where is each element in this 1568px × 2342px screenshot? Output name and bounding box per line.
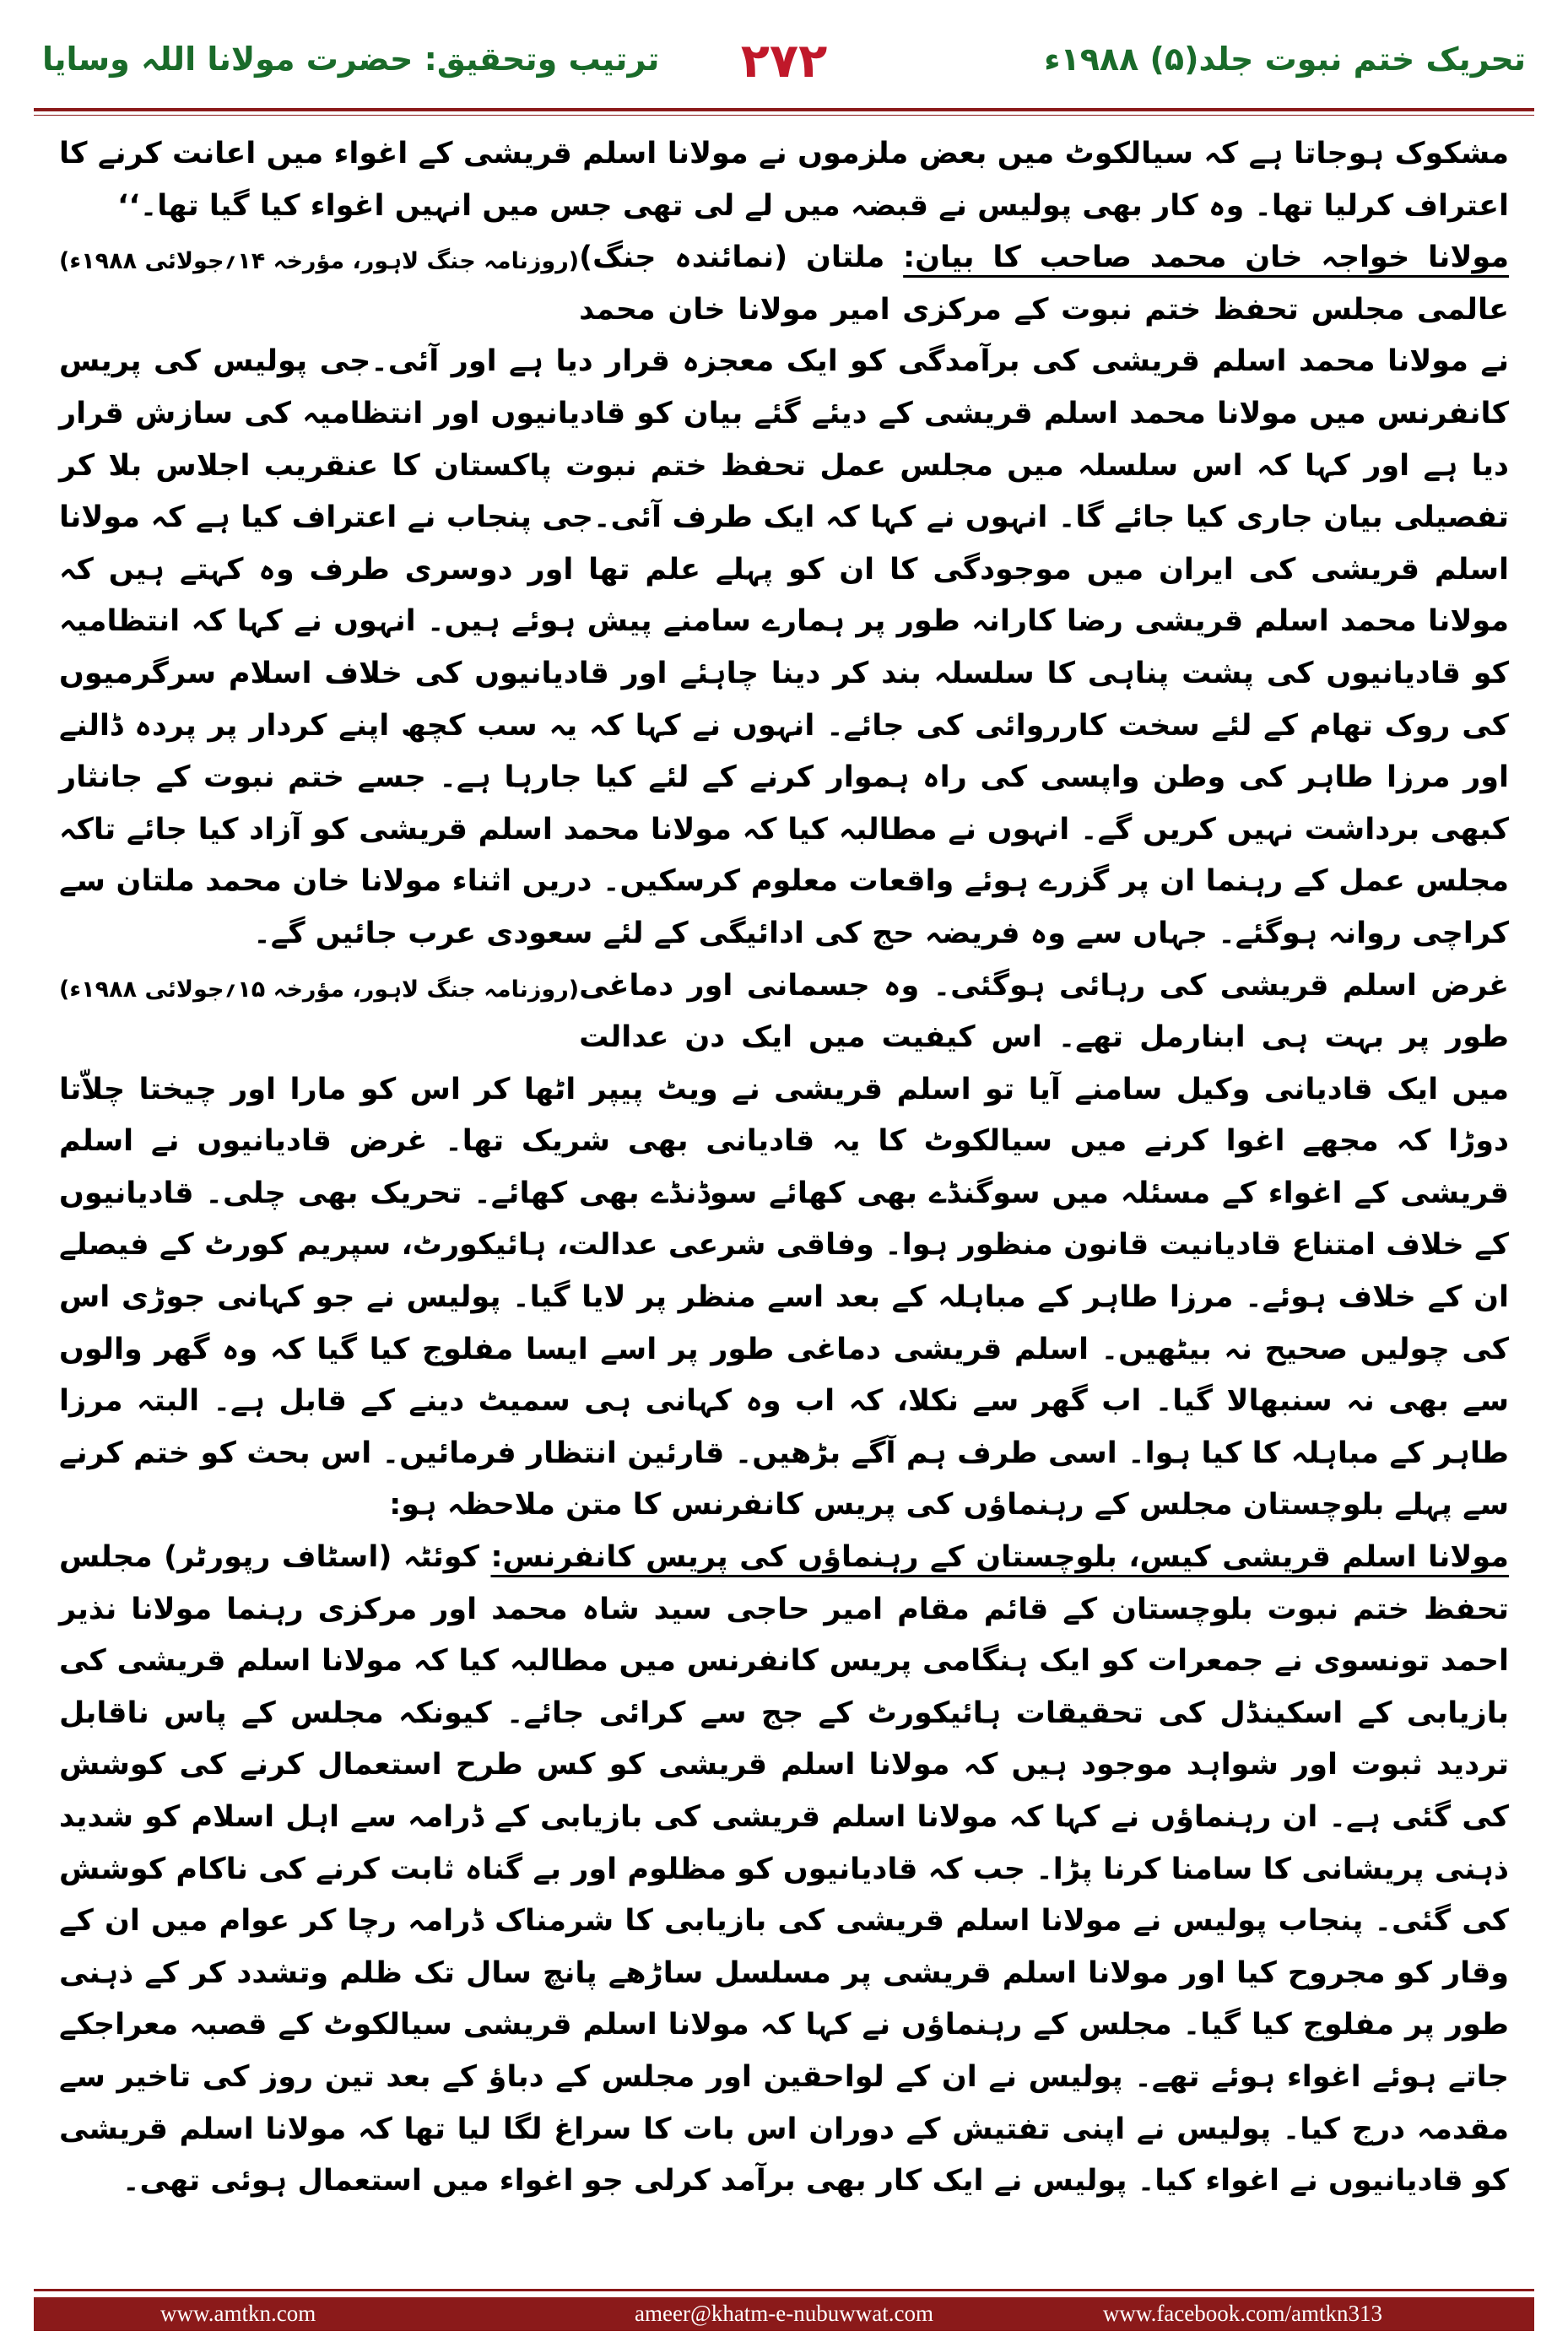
header-divider-thin bbox=[34, 115, 1534, 116]
paragraph-2-reference: (روزنامہ جنگ لاہور، مؤرخہ ۱۵؍جولائی ۱۹۸۸ء) bbox=[59, 976, 580, 1003]
page-number: ۲۷۲ bbox=[740, 34, 828, 89]
paragraph-4 bbox=[59, 1532, 1509, 2208]
book-title: تحریک ختم نبوت جلد(۵) ۱۹۸۸ء bbox=[1044, 41, 1526, 78]
paragraph-2-text: ملتان (نمائندہ جنگ) عالمی مجلس تحفظ ختم نبوت کے مرکزی امیر مولانا خان محمد نے مولانا محمد اسلم قریشی کی برآمدگی کو ایک معجزہ قرار دیا ہے اور آئی۔جی پولیس کی پریس کانفرنس میں مولانا محمد اسلم قریشی کے دیئے گئے بیان کو قادیانیوں اور انتظامیہ کی سازش قرار دیا ہے اور کہا کہ اس سلسلہ میں مجلس عمل تحفظ ختم نبوت پاکستان کا عنقریب اجلاس بلا کر تفصیلی بیان جاری کیا جائے گا۔ انہوں نے کہا کہ ایک طرف آئی۔جی پنجاب نے اعتراف کیا ہے کہ مولانا اسلم قریشی کی ایران میں موجودگی کا ان کو پہلے علم تھا اور دوسری طرف وہ کہتے ہیں کہ مولانا محمد اسلم قریشی رضا کارانہ طور پر ہمارے سامنے پیش ہوئے ہیں۔ انہوں نے کہا کہ انتظامیہ کو قادیانیوں کی پشت پناہی کا سلسلہ بند کر دینا چاہئے اور قادیانیوں کی خلاف اسلام سرگرمیوں کی روک تھام کے لئے سخت کارروائی کی جائے۔ انہوں نے کہا کہ یہ سب کچھ اپنے کردار پر پردہ ڈالنے اور مرزا طاہر کی وطن واپسی کی راہ ہموار کرنے کے لئے کیا جارہا ہے۔ جسے ختم نبوت کے جانثار کبھی برداشت نہیں کریں گے۔ انہوں نے مطالبہ کیا کہ مولانا محمد اسلم قریشی کو آزاد کیا جائے تاکہ مجلس عمل کے رہنما ان پر گزرے ہوئے واقعات معلوم کرسکیں۔ دریں اثناء مولانا خان محمد ملتان سے کراچی روانہ ہوگئے۔ جہاں سے وہ فریضہ حج کی ادائیگی کے لئے سعودی عرب جائیں گے۔ bbox=[59, 241, 1510, 950]
paragraph-1-reference: (روزنامہ جنگ لاہور، مؤرخہ ۱۴؍جولائی ۱۹۸۸ء) bbox=[59, 248, 580, 275]
facebook-link[interactable]: www.facebook.com/amtkn313 bbox=[1102, 2301, 1382, 2326]
paragraph-2-heading: مولانا خواجہ خان محمد صاحب کا بیان: bbox=[903, 241, 1510, 275]
website-link[interactable]: www.amtkn.com bbox=[160, 2301, 316, 2326]
page-footer bbox=[34, 2297, 1534, 2331]
paragraph-4-text: کوئٹہ (اسٹاف رپورٹر) مجلس تحفظ ختم نبوت بلوچستان کے قائم مقام امیر حاجی سید شاہ محمد اور مرکزی رہنما مولانا نذیر احمد تونسوی نے جمعرات کو ایک ہنگامی پریس کانفرنس میں مطالبہ کیا کہ مولانا اسلم قریشی کی بازیابی کے اسکینڈل کی تحقیقات ہائیکورٹ کے جج سے کرائی جائے۔ کیونکہ مجلس کے پاس ناقابل تردید ثبوت اور شواہد موجود ہیں کہ مولانا اسلم قریشی کو کس طرح استعمال کرنے کی کوشش کی گئی ہے۔ ان رہنماؤں نے کہا کہ مولانا اسلم قریشی کی بازیابی کے ڈرامہ سے اہل اسلام کو شدید ذہنی پریشانی کا سامنا کرنا پڑا۔ جب کہ قادیانیوں کو مظلوم اور بے گناہ ثابت کرنے کی ناکام کوشش کی گئی۔ پنجاب پولیس نے مولانا اسلم قریشی کی بازیابی کا شرمناک ڈرامہ رچا کر عوام میں ان کے وقار کو مجروح کیا اور مولانا اسلم قریشی پر مسلسل ساڑھے پانچ سال تک ظلم وتشدد کر کے ذہنی طور پر مفلوج کیا گیا۔ مجلس کے رہنماؤں نے کہا کہ مولانا اسلم قریشی سیالکوٹ کے قصبہ معراجکے جاتے ہوئے اغواء ہوئے تھے۔ پولیس نے ان کے لواحقین اور مجلس کے دباؤ کے بعد تین روز کی تاخیر سے مقدمہ درج کیا۔ پولیس نے اپنی تفتیش کے دوران اس بات کا سراغ لگا لیا تھا کہ مولانا اسلم قریشی کو قادیانیوں نے اغواء کیا۔ پولیس نے ایک کار بھی برآمد کرلی جو اغواء میں استعمال ہوئی تھی۔ bbox=[59, 1540, 1509, 2199]
paragraph-1-text: مشکوک ہوجاتا ہے کہ سیالکوٹ میں بعض ملزموں نے مولانا اسلم قریشی کے اغواء میں اعانت کرنے کا اعتراف کرلیا تھا۔ وہ کار بھی پولیس نے قبضہ میں لے لی تھی جس میں انہیں اغواء کیا گیا تھا۔‘‘ bbox=[59, 137, 1509, 223]
email-link[interactable]: ameer@khatm-e-nubuwwat.com bbox=[635, 2301, 933, 2326]
paragraph-2 bbox=[59, 232, 1510, 1003]
page-header bbox=[34, 34, 1534, 101]
paragraph-4-heading: مولانا اسلم قریشی کیس، بلوچستان کے رہنماؤں کی پریس کانفرنس: bbox=[490, 1540, 1509, 1575]
paragraph-3-text: غرض اسلم قریشی کی رہائی ہوگئی۔ وہ جسمانی اور دماغی طور پر بہت ہی ابنارمل تھے۔ اس کیفیت میں ایک دن عدالت میں ایک قادیانی وکیل سامنے آیا تو اسلم قریشی نے ویٹ پیپر اٹھا کر اس کو مارا اور چیختا چلاّتا دوڑا کہ مجھے اغوا کرنے میں سیالکوٹ کا یہ قادیانی بھی شریک تھا۔ غرض قادیانیوں نے اسلم قریشی کے اغواء کے مسئلہ میں سوگنڈے بھی کھائے سوڈنڈے بھی کھائے۔ تحریک بھی چلی۔ قادیانیوں کے خلاف امتناع قادیانیت قانون منظور ہوا۔ وفاقی شرعی عدالت، ہائیکورٹ، سپریم کورٹ کے فیصلے ان کے خلاف ہوئے۔ مرزا طاہر کے مباہلہ کے بعد اسے منظر پر لایا گیا۔ پولیس نے جو کہانی جوڑی اس کی چولیں صحیح نہ بیٹھیں۔ اسلم قریشی دماغی طور پر اسے ایسا مفلوج کیا گیا کہ وہ گھر والوں سے بھی نہ سنبھالا گیا۔ اب گھر سے نکلا، کہ اب وہ کہانی ہی سمیٹ دینے کے قابل ہے۔ البتہ مرزا طاہر کے مباہلہ کا کیا ہوا۔ اسی طرف ہم آگے بڑھیں۔ قارئین انتظار فرمائیں۔ اس بحث کو ختم کرنے سے پہلے بلوچستان مجلس کے رہنماؤں کی پریس کانفرنس کا متن ملاحظہ ہو: bbox=[59, 968, 1509, 1523]
header-divider bbox=[34, 108, 1534, 111]
footer-divider bbox=[34, 2289, 1534, 2291]
page-body bbox=[59, 128, 1509, 2208]
paragraph-3 bbox=[59, 960, 1509, 1533]
compiler-credit: ترتیب وتحقیق: حضرت مولانا اللہ وسایا bbox=[42, 41, 660, 78]
